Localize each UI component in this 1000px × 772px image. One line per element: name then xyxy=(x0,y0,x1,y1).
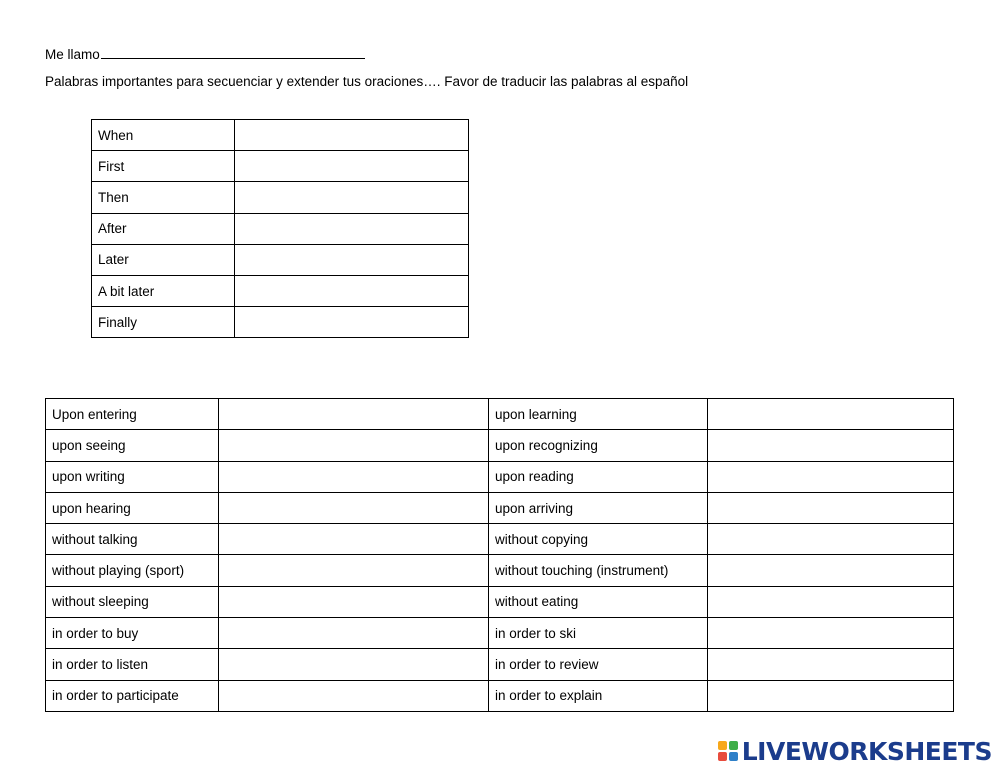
logo-square xyxy=(718,741,727,750)
sequence-word: Then xyxy=(92,182,235,213)
phrase-left: without playing (sport) xyxy=(46,555,219,586)
phrase-right: upon recognizing xyxy=(489,430,708,461)
phrase-right-answer-field[interactable] xyxy=(708,399,954,430)
sequence-word: When xyxy=(92,120,235,151)
phrase-row xyxy=(46,618,954,649)
logo-square xyxy=(729,752,738,761)
sequence-word: First xyxy=(92,151,235,182)
phrase-row xyxy=(46,649,954,680)
phrase-left: without talking xyxy=(46,524,219,555)
phrase-left: upon writing xyxy=(46,461,219,492)
phrase-left: in order to buy xyxy=(46,618,219,649)
phrase-left-answer-field[interactable] xyxy=(219,399,489,430)
sequence-answer-field[interactable] xyxy=(235,120,469,151)
sequence-row xyxy=(92,151,469,182)
sequence-row xyxy=(92,275,469,306)
sequence-table xyxy=(91,119,469,338)
name-label: Me llamo xyxy=(45,47,100,62)
phrase-row xyxy=(46,399,954,430)
phrase-right-answer-field[interactable] xyxy=(708,680,954,711)
phrase-left-answer-field[interactable] xyxy=(219,555,489,586)
logo-text: LIVEWORKSHEETS xyxy=(741,736,992,766)
phrase-left-answer-field[interactable] xyxy=(219,461,489,492)
phrase-right-answer-field[interactable] xyxy=(708,555,954,586)
sequence-answer-field[interactable] xyxy=(235,213,469,244)
sequence-answer-field[interactable] xyxy=(235,307,469,338)
phrase-right-answer-field[interactable] xyxy=(708,492,954,523)
phrase-left-answer-field[interactable] xyxy=(219,586,489,617)
liveworksheets-logo xyxy=(718,736,992,766)
phrase-row xyxy=(46,555,954,586)
phrase-row xyxy=(46,430,954,461)
phrase-right: in order to review xyxy=(489,649,708,680)
sequence-answer-field[interactable] xyxy=(235,182,469,213)
logo-square xyxy=(718,752,727,761)
phrase-right: without eating xyxy=(489,586,708,617)
phrase-left: in order to participate xyxy=(46,680,219,711)
instructions: Palabras importantes para secuenciar y extender tus oraciones…. Favor de traducir las palabras al español xyxy=(45,74,689,89)
phrase-right: in order to ski xyxy=(489,618,708,649)
phrase-right: upon learning xyxy=(489,399,708,430)
sequence-answer-field[interactable] xyxy=(235,151,469,182)
phrase-right-answer-field[interactable] xyxy=(708,618,954,649)
name-line xyxy=(45,46,365,62)
sequence-row xyxy=(92,244,469,275)
sequence-word: Finally xyxy=(92,307,235,338)
phrase-right-answer-field[interactable] xyxy=(708,586,954,617)
phrase-right-answer-field[interactable] xyxy=(708,649,954,680)
phrase-row xyxy=(46,492,954,523)
sequence-answer-field[interactable] xyxy=(235,244,469,275)
phrase-row xyxy=(46,524,954,555)
name-blank[interactable] xyxy=(101,46,365,59)
phrase-left: without sleeping xyxy=(46,586,219,617)
sequence-word: A bit later xyxy=(92,275,235,306)
phrase-left-answer-field[interactable] xyxy=(219,618,489,649)
logo-square xyxy=(729,741,738,750)
phrase-table xyxy=(45,398,954,712)
phrase-right-answer-field[interactable] xyxy=(708,524,954,555)
phrase-right: upon arriving xyxy=(489,492,708,523)
phrase-row xyxy=(46,461,954,492)
phrase-left-answer-field[interactable] xyxy=(219,524,489,555)
phrase-right-answer-field[interactable] xyxy=(708,461,954,492)
phrase-row xyxy=(46,586,954,617)
sequence-word: Later xyxy=(92,244,235,275)
phrase-left: Upon entering xyxy=(46,399,219,430)
phrase-right: upon reading xyxy=(489,461,708,492)
phrase-left: upon seeing xyxy=(46,430,219,461)
phrase-right: without copying xyxy=(489,524,708,555)
phrase-left-answer-field[interactable] xyxy=(219,430,489,461)
sequence-row xyxy=(92,120,469,151)
logo-mark-icon xyxy=(718,741,738,761)
phrase-left: upon hearing xyxy=(46,492,219,523)
sequence-answer-field[interactable] xyxy=(235,275,469,306)
phrase-left-answer-field[interactable] xyxy=(219,649,489,680)
phrase-left-answer-field[interactable] xyxy=(219,680,489,711)
phrase-left-answer-field[interactable] xyxy=(219,492,489,523)
sequence-row xyxy=(92,213,469,244)
phrase-right-answer-field[interactable] xyxy=(708,430,954,461)
sequence-row xyxy=(92,307,469,338)
phrase-left: in order to listen xyxy=(46,649,219,680)
phrase-right: without touching (instrument) xyxy=(489,555,708,586)
sequence-word: After xyxy=(92,213,235,244)
phrase-right: in order to explain xyxy=(489,680,708,711)
sequence-row xyxy=(92,182,469,213)
phrase-row xyxy=(46,680,954,711)
